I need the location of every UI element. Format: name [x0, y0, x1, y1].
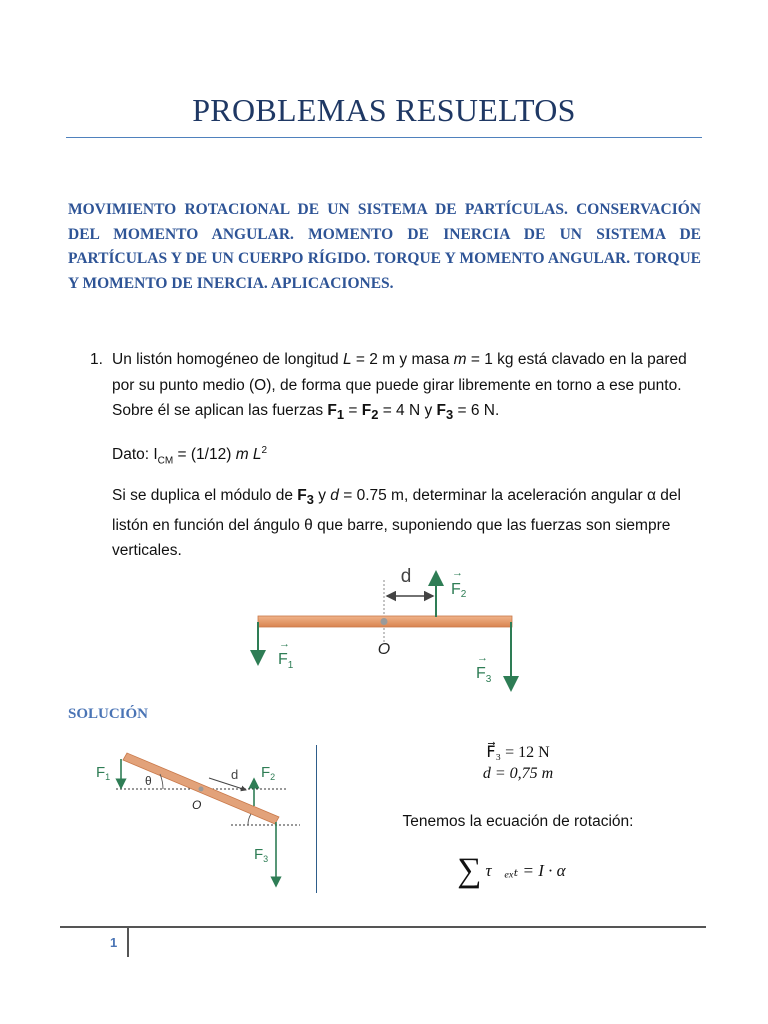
sup: 2: [261, 444, 268, 456]
footer-rule: [60, 926, 706, 928]
footer-bar: [127, 927, 129, 957]
sub: 3: [306, 492, 314, 508]
text-run: Un listón homogéneo de longitud: [112, 351, 343, 368]
text-run: = (1/12): [173, 445, 236, 463]
torque-equation: τ⃗ₑₓₜ = I · α⃗: [485, 861, 579, 880]
problem-1: [90, 347, 710, 564]
label-O: O: [192, 798, 202, 812]
var-F2: F: [361, 402, 372, 419]
problem-number: 1.: [90, 351, 103, 368]
distance-d-arrow: [209, 778, 246, 790]
pivot-point: [381, 618, 388, 625]
var-F3: F: [297, 487, 307, 505]
sub: CM: [157, 454, 174, 466]
figure-bar-forces: [240, 560, 540, 695]
vec-arrow-F2: →: [452, 567, 463, 579]
var-F3: F: [436, 402, 447, 419]
sub: 2: [371, 407, 379, 423]
label-d: d: [231, 767, 239, 782]
figure-rotated-bar: [88, 752, 302, 890]
var-F1: F: [327, 402, 337, 419]
text-run: =: [344, 402, 362, 419]
problem-statement: [112, 347, 710, 428]
page-number: 1: [110, 935, 118, 950]
sub: 3: [446, 407, 454, 423]
problem-body: [112, 347, 710, 564]
solution-divider: [316, 745, 317, 893]
label-O: O: [377, 641, 391, 658]
sub: 1: [336, 407, 345, 423]
question: [112, 483, 710, 564]
sum-sign: ∑: [457, 852, 482, 889]
text-run: = 4 N y: [378, 402, 437, 419]
var-d: d: [330, 487, 339, 505]
given-data: [112, 438, 710, 474]
rotation-equation-intro: Tenemos la ecuación de rotación:: [402, 813, 634, 830]
label-F1: $F_1$: [278, 651, 294, 671]
rotation-equation: [330, 852, 706, 890]
solution-heading: SOLUCIÓN: [68, 706, 149, 722]
equation-d: d = 0,75 m: [482, 765, 554, 782]
equation-F3: F⃗₃ = 12 N: [486, 744, 550, 761]
label-d: d: [400, 566, 412, 587]
document-title: PROBLEMAS RESUELTOS: [192, 92, 576, 128]
text-run: Dato: I: [112, 445, 158, 463]
text-run: = 1 kg está clavado en la pared por su punto medio (O), de forma que puede girar libremente en torno a ese punto. Sobre él se aplican las fuerzas: [112, 351, 687, 419]
label-F3: $F_3$: [254, 846, 269, 864]
label-F2: F2: [451, 581, 467, 600]
text-run: = 0.75 m, determinar la aceleración angular α del listón en función del ángulo θ que barre, suponiendo que las fuerzas son siempre verticales.: [112, 487, 681, 560]
label-theta: θ: [145, 774, 152, 788]
title-rule: [66, 137, 702, 138]
text-run: y: [313, 487, 331, 505]
vec-arrow-F3: →: [477, 652, 488, 664]
text-run: = 2 m y masa: [351, 351, 454, 368]
var-L: L: [342, 351, 352, 368]
var-mL: m L: [235, 445, 262, 463]
section-heading: MOVIMIENTO ROTACIONAL DE UN SISTEMA DE PARTÍCULAS. CONSERVACIÓN DEL MOMENTO ANGULAR. MOMENTO DE INERCIA DE UN SISTEMA DE PARTÍCULAS Y DE UN CUERPO RÍGIDO. TORQUE Y MOMENTO ANGULAR. TORQUE Y MOMENTO DE INERCIA. APLICACIONES.: [68, 201, 701, 292]
label-F2: $F_2$: [261, 764, 276, 782]
vec-arrow-F1: →: [279, 638, 290, 650]
label-F1: $F_1$: [96, 764, 111, 782]
var-m: m: [453, 351, 467, 368]
pivot-point: [199, 787, 204, 792]
given-values: [330, 742, 706, 784]
text-run: = 6 N.: [453, 402, 500, 419]
text-run: Si se duplica el módulo de: [112, 487, 298, 505]
angle-arc-right: [248, 814, 251, 825]
label-F3: $F_3$: [476, 665, 492, 685]
